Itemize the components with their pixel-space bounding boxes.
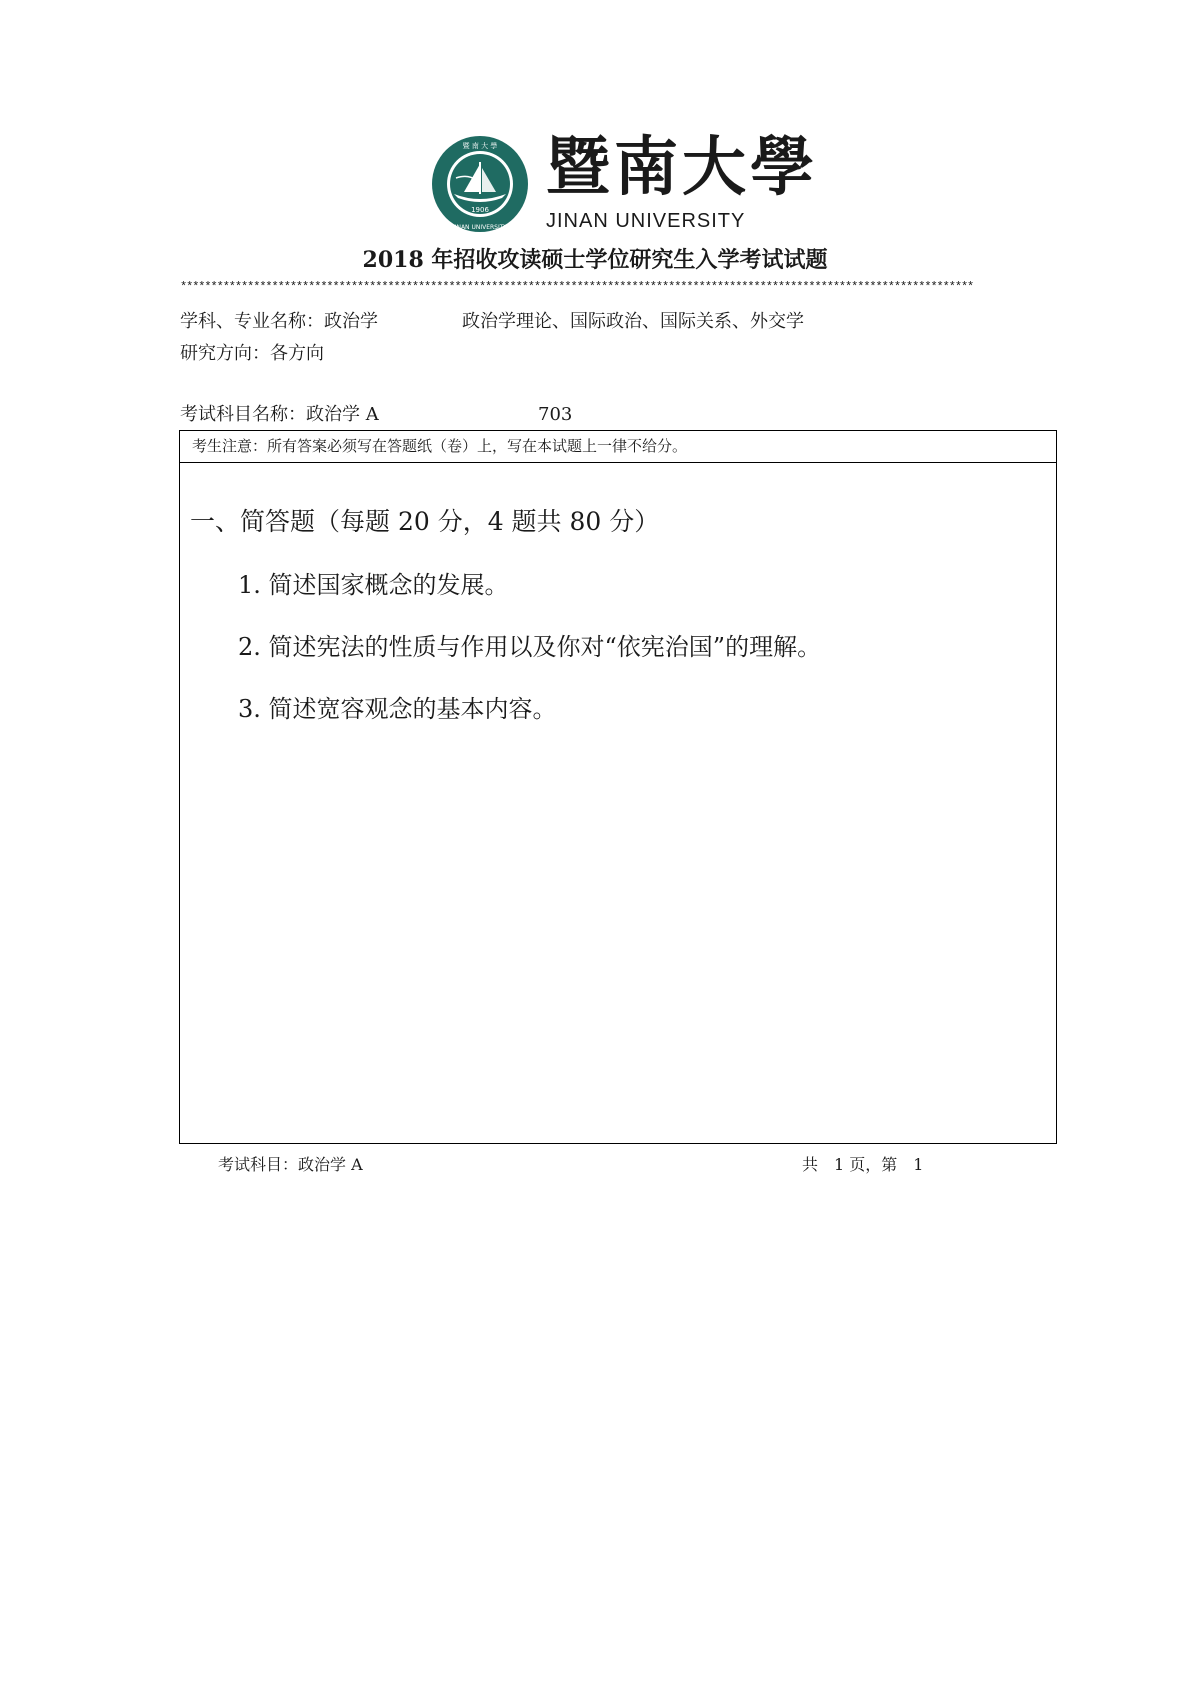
university-seal-icon [430,134,530,234]
svg-text:暨 南 大 學: 暨 南 大 學 [462,142,498,150]
question-2: 2. 简述宪法的性质与作用以及你对“依宪治国”的理解。 [238,633,822,661]
question-3: 3. 简述宽容观念的基本内容。 [238,695,557,723]
section-title: 一、简答题（每题 20 分，4 题共 80 分） [190,507,660,536]
footer-page-count: 共 1 页，第 1 [802,1155,924,1174]
university-logo [430,130,818,234]
major-label: 学科、专业名称：政治学 [180,311,378,332]
logo-english-name: JINAN UNIVERSITY [546,210,746,232]
svg-text:1906: 1906 [471,206,489,214]
major-list: 政治学理论、国际政治、国际关系、外交学 [462,311,804,332]
logo-wordmark [546,130,818,234]
exam-title: 2018 年招收攻读硕士学位研究生入学考试试题 [362,247,828,273]
logo-chinese-name: 暨南大學 [546,130,818,205]
exam-question-box [179,430,1057,1144]
footer-subject: 考试科目：政治学 A [218,1155,363,1174]
svg-text:JINAN UNIVERSITY: JINAN UNIVERSITY [452,224,508,231]
subject-name: 考试科目名称：政治学 A [180,404,379,425]
question-1: 1. 简述国家概念的发展。 [238,571,509,599]
star-divider: ********************************************************************************************************************************** [180,280,974,294]
candidate-notice: 考生注意：所有答案必须写在答题纸（卷）上，写在本试题上一律不给分。 [180,431,1056,463]
subject-code: 703 [538,404,573,425]
research-direction: 研究方向：各方向 [180,343,324,364]
